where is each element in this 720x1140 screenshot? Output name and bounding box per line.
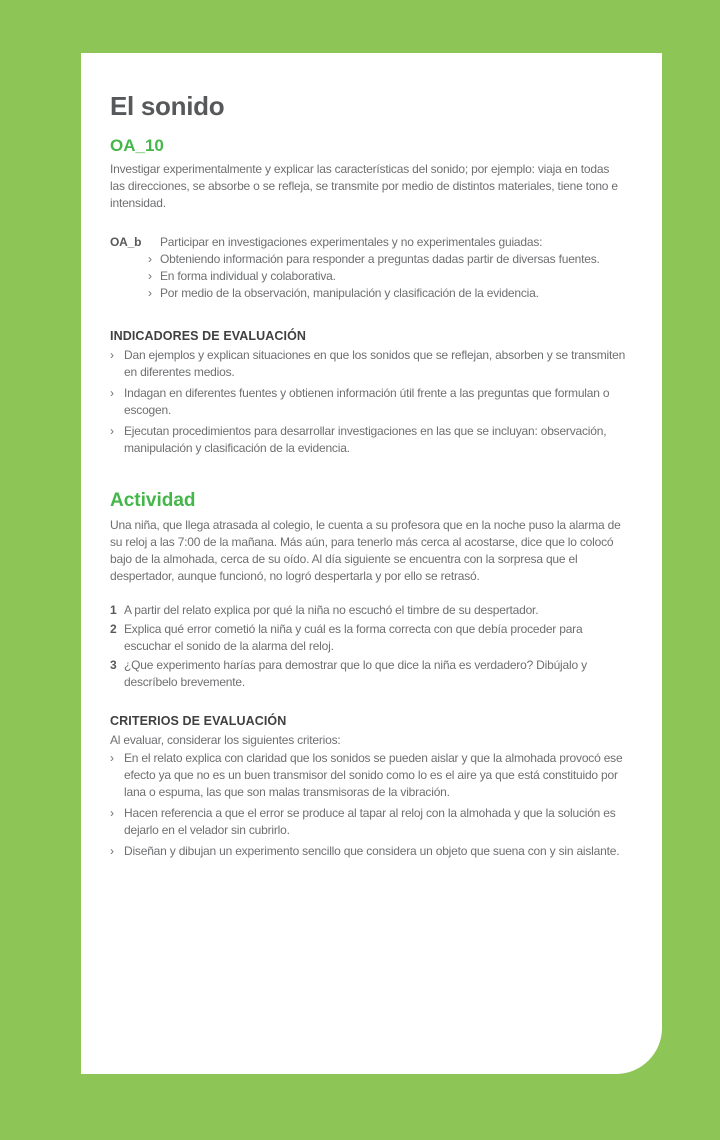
oab-bullet-text: Obteniendo información para responder a preguntas dadas partir de diversas fuentes. — [160, 252, 600, 266]
worksheet-card — [81, 53, 662, 1074]
bullet-marker: › — [110, 844, 114, 858]
bullet-marker: › — [110, 806, 114, 820]
actividad-question-list — [110, 602, 626, 691]
bullet-marker: › — [148, 286, 152, 300]
criterios-bullet-item — [110, 805, 626, 839]
criterios-lead: Al evaluar, considerar los siguientes criterios: — [110, 733, 341, 747]
bullet-marker: › — [110, 424, 114, 438]
oab-bullet-item — [148, 268, 626, 285]
actividad-intro: Una niña, que llega atrasada al colegio, le cuenta a su profesora que en la noche puso la alarma de su reloj a las 7:00 de la mañana. Más aún, para tenerlo más cerca al acostarse, dice que lo colocó bajo de la almohada, cerca de su oído. Al día siguiente se encuentra con la sorpresa que el despertador, aunque funcionó, no logró despertarla y por ello se retrasó. — [110, 518, 621, 583]
question-number: 1 — [110, 603, 117, 617]
question-number: 2 — [110, 622, 117, 636]
oab-bullet-item — [148, 251, 626, 268]
oab-section — [110, 234, 626, 302]
criterios-bullet-text: Diseñan y dibujan un experimento sencillo que considera un objeto que suena con y sin aislante. — [124, 844, 620, 858]
criterios-bullet-text: En el relato explica con claridad que los sonidos se pueden aislar y que la almohada provocó ese efecto ya que no es un buen transmisor del sonido como lo es el aire ya que está constituido por lana o espuma, las que son malas transmisoras de la vibración. — [124, 751, 623, 799]
question-item — [110, 657, 626, 691]
indicadores-bullet-item — [110, 385, 626, 419]
indicadores-bullet-text: Indagan en diferentes fuentes y obtienen información útil frente a las preguntas que formulan o escogen. — [124, 386, 610, 417]
oab-code-label: OA_b — [110, 235, 142, 249]
actividad-heading: Actividad — [110, 490, 196, 511]
oab-lead: Participar en investigaciones experimentales y no experimentales guiadas: — [160, 235, 543, 249]
indicadores-list — [110, 347, 626, 457]
indicadores-bullet-item — [110, 347, 626, 381]
criterios-bullet-text: Hacen referencia a que el error se produce al tapar al reloj con la almohada y que la solución es dejarlo en el velador sin cubrirlo. — [124, 806, 616, 837]
oab-bullet-text: Por medio de la observación, manipulación y clasificación de la evidencia. — [160, 286, 539, 300]
indicadores-heading: INDICADORES DE EVALUACIÓN — [110, 329, 307, 343]
oa10-description: Investigar experimentalmente y explicar las características del sonido; por ejemplo: viaja en todas las direcciones, se absorbe o se refleja, se transmite por medio de distintos materiales, tiene tono e intensidad. — [110, 162, 618, 210]
bullet-marker: › — [148, 252, 152, 266]
bullet-marker: › — [110, 751, 114, 765]
question-text: A partir del relato explica por qué la niña no escuchó el timbre de su despertador. — [124, 603, 539, 617]
page-title: El sonido — [110, 91, 225, 121]
bullet-marker: › — [110, 386, 114, 400]
criterios-heading: CRITERIOS DE EVALUACIÓN — [110, 714, 287, 728]
oab-bullet-item — [148, 285, 626, 302]
oa10-code-heading: OA_10 — [110, 136, 164, 155]
oab-body — [148, 234, 626, 302]
question-item — [110, 602, 626, 619]
criterios-bullet-item — [110, 843, 626, 860]
bullet-marker: › — [148, 269, 152, 283]
question-text: Explica qué error cometió la niña y cuál es la forma correcta con que debía proceder para escuchar el sonido de la alarma del reloj. — [124, 622, 583, 653]
indicadores-bullet-text: Ejecutan procedimientos para desarrollar investigaciones en las que se incluyan: observación, manipulación y clasificación de la evidencia. — [124, 424, 607, 455]
oab-bullet-text: En forma individual y colaborativa. — [160, 269, 336, 283]
question-text: ¿Que experimento harías para demostrar que lo que dice la niña es verdadero? Dibújalo y descríbelo brevemente. — [124, 658, 587, 689]
criterios-list — [110, 750, 626, 860]
bullet-marker: › — [110, 348, 114, 362]
indicadores-bullet-item — [110, 423, 626, 457]
question-item — [110, 621, 626, 655]
indicadores-bullet-text: Dan ejemplos y explican situaciones en que los sonidos que se reflejan, absorben y se transmiten en diferentes medios. — [124, 348, 626, 379]
question-number: 3 — [110, 658, 117, 672]
criterios-bullet-item — [110, 750, 626, 801]
